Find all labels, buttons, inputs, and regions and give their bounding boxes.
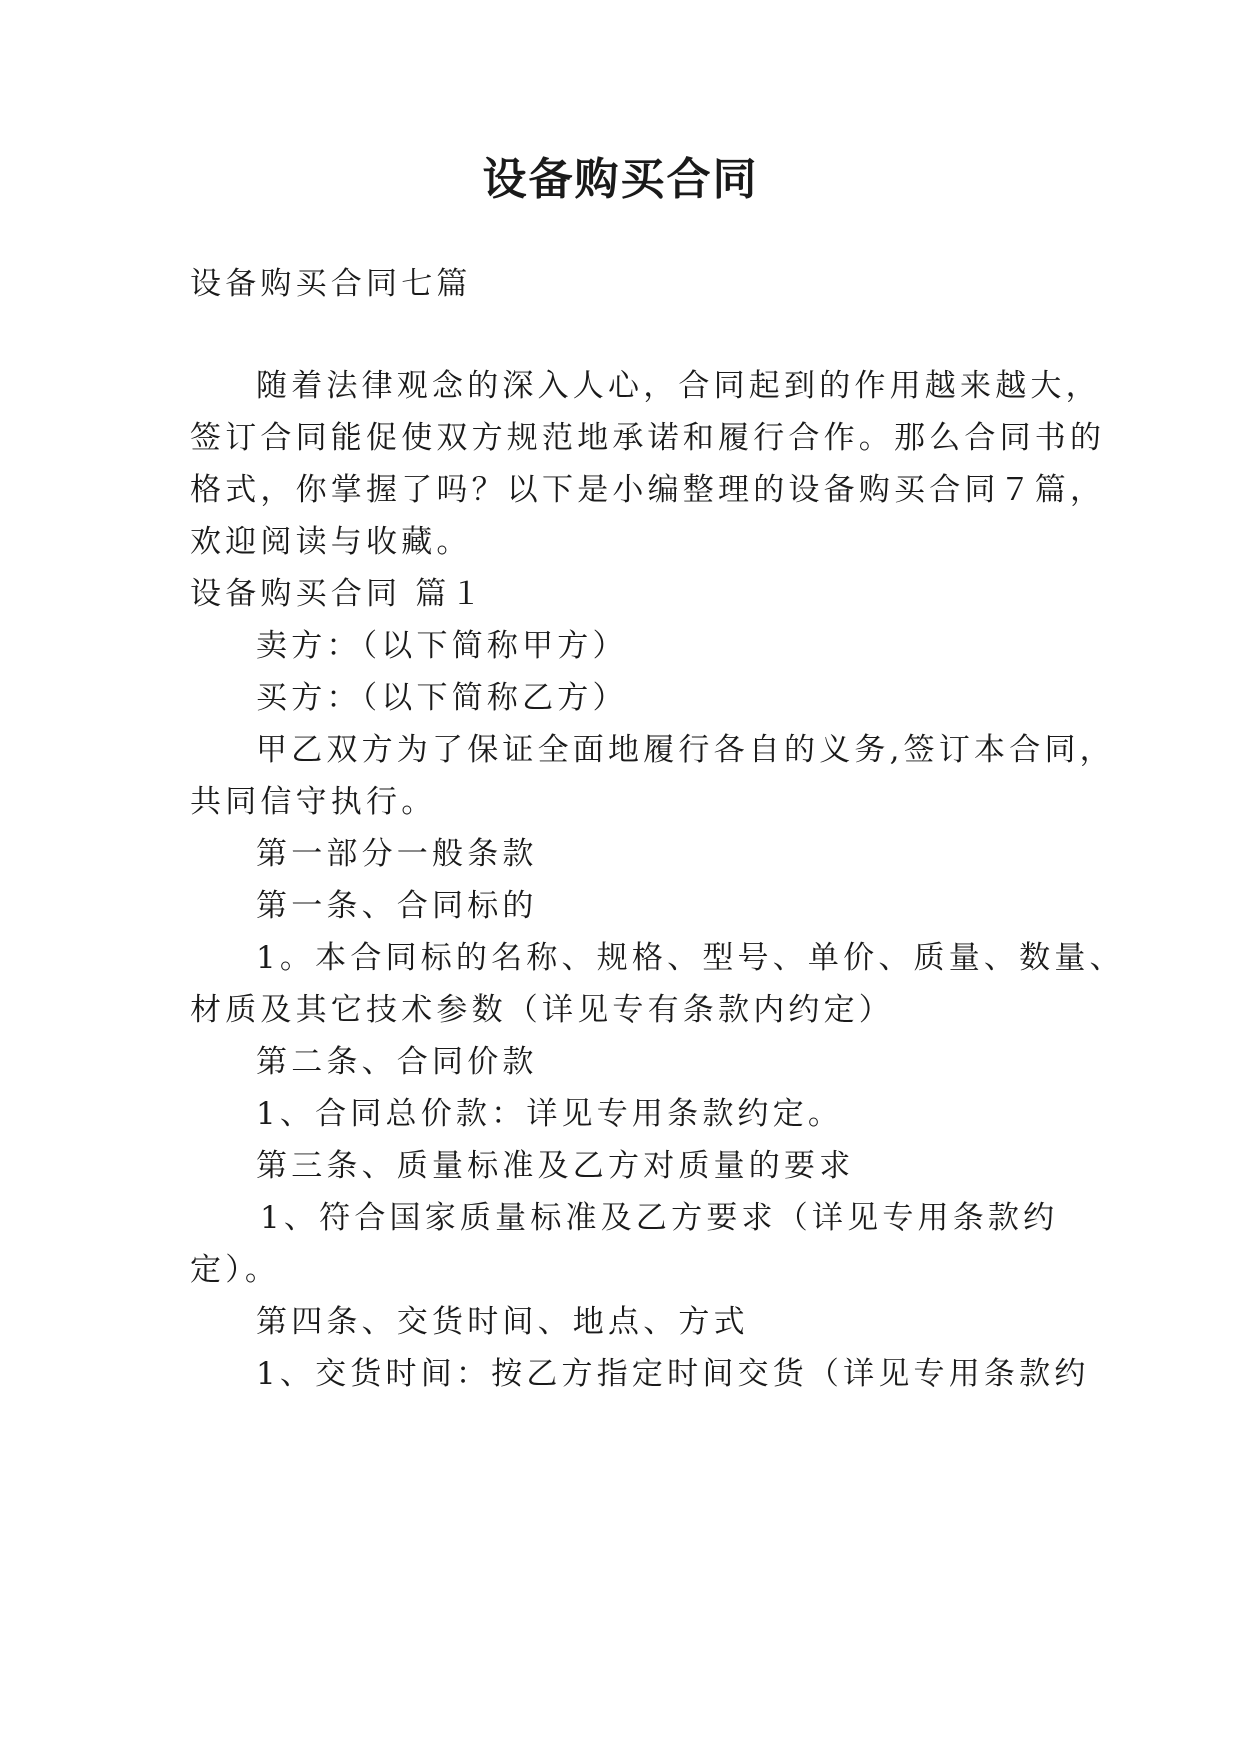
seller-line: 卖方：（以下简称甲方） (256, 628, 628, 664)
document-title: 设备购买合同 (482, 154, 759, 205)
intro-line-1: 随着法律观念的深入人心，合同起到的作用越来越大， (256, 368, 1101, 404)
intro-line-2: 签订合同能促使双方规范地承诺和履行合作。那么合同书的 (190, 420, 1106, 456)
buyer-line: 买方：（以下简称乙方） (256, 680, 628, 716)
intro-line-3: 格式，你掌握了吗？以下是小编整理的设备购买合同７篇， (190, 472, 1106, 508)
article-heading: 第三条、质量标准及乙方对质量的要求 (256, 1148, 855, 1184)
clause-line: 定）。 (190, 1252, 281, 1288)
intro-line-4: 欢迎阅读与收藏。 (190, 524, 472, 560)
clause-line: 1、交货时间：按乙方指定时间交货（详见专用条款约 (256, 1356, 1090, 1392)
paragraph-line: 甲乙双方为了保证全面地履行各自的义务,签订本合同， (256, 732, 1115, 768)
article-heading: 第二条、合同价款 (256, 1044, 538, 1080)
clause-line: 1、合同总价款：详见专用条款约定。 (256, 1096, 844, 1132)
clause-line: 材质及其它技术参数（详见专有条款内约定） (190, 992, 894, 1028)
paragraph-line: 共同信守执行。 (190, 784, 437, 820)
document-subtitle: 设备购买合同七篇 (190, 266, 472, 302)
article-heading: 第一条、合同标的 (256, 888, 538, 924)
clause-line: 1。本合同标的名称、规格、型号、单价、质量、数量、 (256, 940, 1125, 976)
article-heading: 第四条、交货时间、地点、方式 (256, 1304, 749, 1340)
section-heading: 设备购买合同 篇１ (190, 576, 486, 612)
part-heading: 第一部分一般条款 (256, 836, 538, 872)
clause-line: 1、符合国家质量标准及乙方要求（详见专用条款约 (260, 1200, 1059, 1236)
